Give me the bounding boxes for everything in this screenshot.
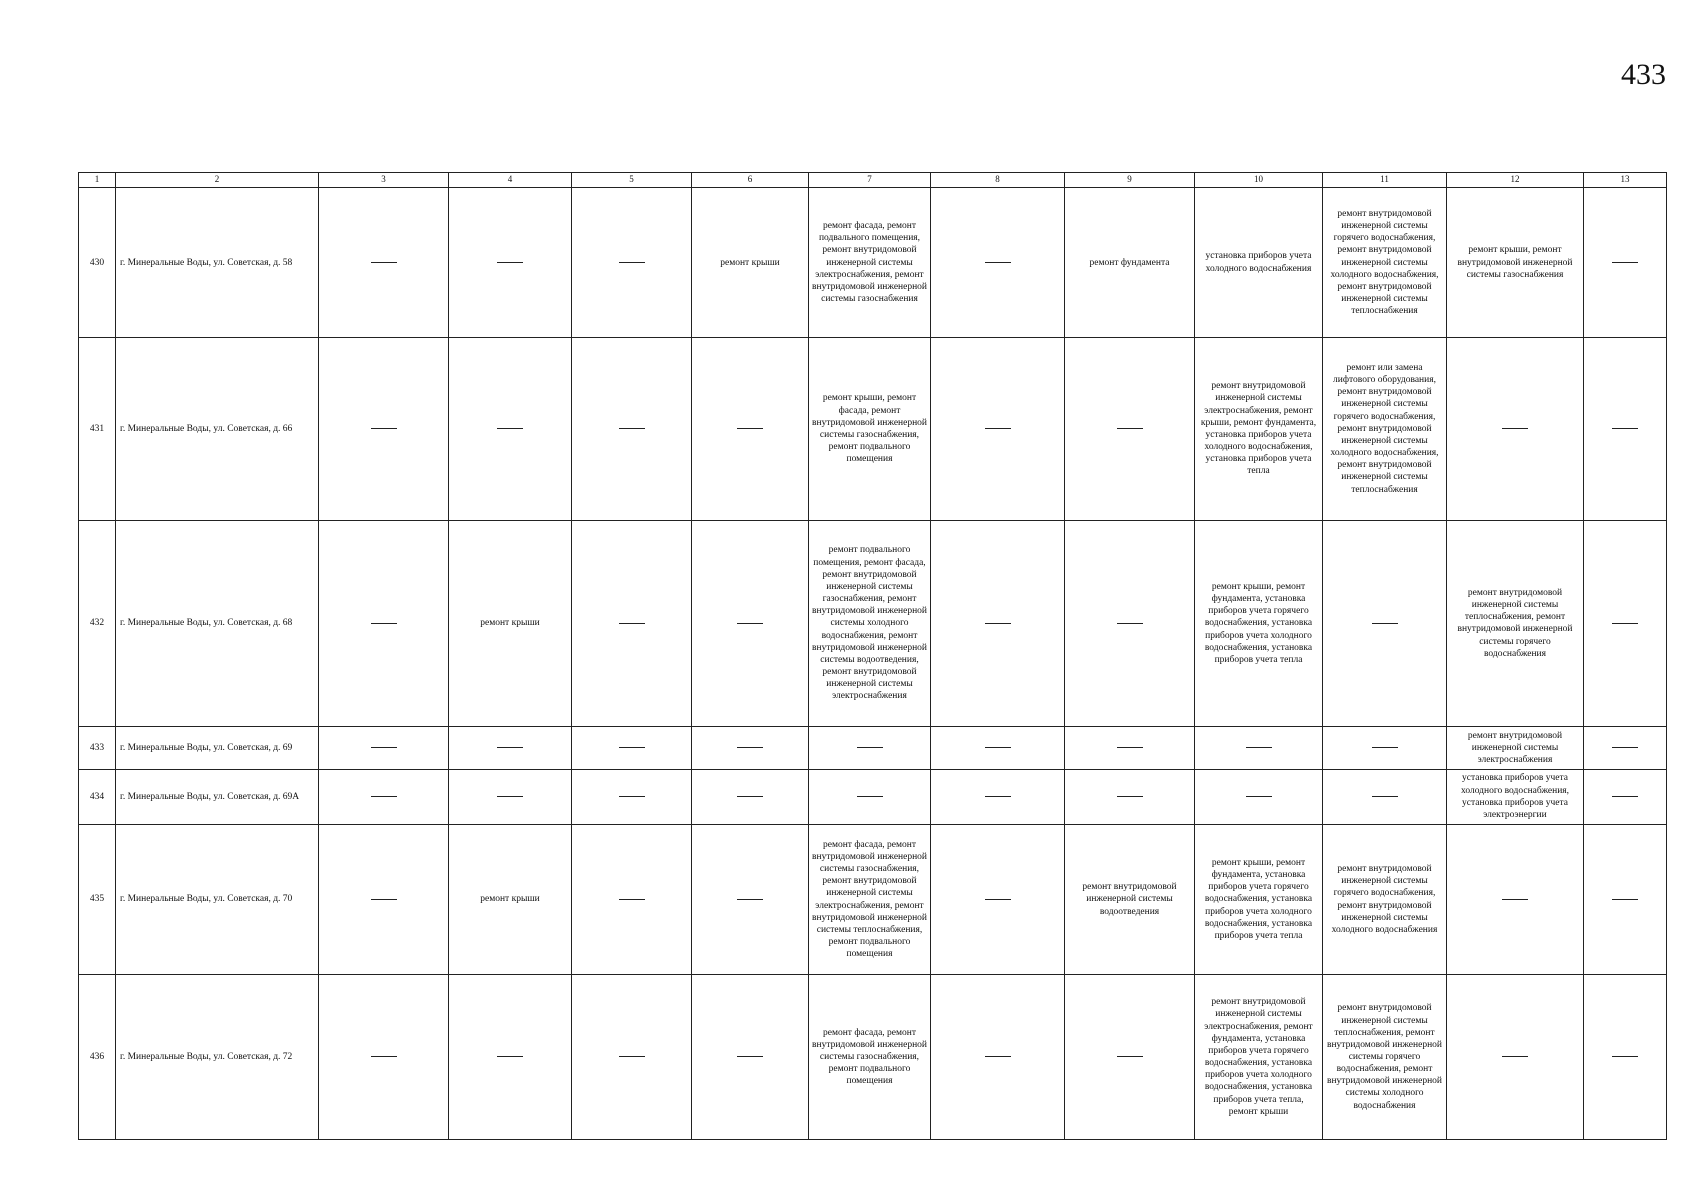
dash-mark: [737, 1056, 763, 1057]
work-type-cell: ремонт внутридомовой инженерной системы водоотведения: [1065, 824, 1195, 974]
empty-dash-cell: [692, 337, 809, 520]
dash-mark: [1612, 623, 1638, 624]
dash-mark: [1117, 1056, 1143, 1057]
empty-dash-cell: [1323, 726, 1447, 769]
column-number: 13: [1584, 173, 1667, 188]
empty-dash-cell: [1584, 726, 1667, 769]
empty-dash-cell: [931, 188, 1065, 337]
empty-dash-cell: [319, 769, 449, 824]
empty-dash-cell: [449, 769, 572, 824]
dash-mark: [737, 428, 763, 429]
column-number: 12: [1447, 173, 1584, 188]
column-number-row: [79, 173, 1667, 188]
empty-dash-cell: [449, 975, 572, 1140]
dash-mark: [497, 262, 523, 263]
work-type-cell: ремонт внутридомовой инженерной системы теплоснабжения, ремонт внутридомовой инженерной системы горячего водоснабжения: [1447, 521, 1584, 727]
empty-dash-cell: [809, 726, 931, 769]
dash-mark: [619, 623, 645, 624]
empty-dash-cell: [1195, 769, 1323, 824]
empty-dash-cell: [931, 769, 1065, 824]
dash-mark: [1612, 747, 1638, 748]
table-body: [79, 173, 1667, 1140]
address-cell: г. Минеральные Воды, ул. Советская, д. 69: [116, 726, 319, 769]
table-row: [79, 975, 1667, 1140]
empty-dash-cell: [572, 521, 692, 727]
dash-mark: [857, 747, 883, 748]
dash-mark: [857, 796, 883, 797]
dash-mark: [1372, 623, 1398, 624]
dash-mark: [371, 899, 397, 900]
empty-dash-cell: [692, 726, 809, 769]
row-number: 430: [79, 188, 116, 337]
work-type-cell: ремонт фасада, ремонт внутридомовой инженерной системы газоснабжения, ремонт подвального помещения: [809, 975, 931, 1140]
row-number: 434: [79, 769, 116, 824]
empty-dash-cell: [931, 337, 1065, 520]
empty-dash-cell: [319, 824, 449, 974]
work-type-cell: ремонт внутридомовой инженерной системы электроснабжения, ремонт крыши, ремонт фундамента, установка приборов учета холодного водоснабжения, установка приборов учета тепла: [1195, 337, 1323, 520]
work-type-cell: ремонт крыши, ремонт внутридомовой инженерной системы газоснабжения: [1447, 188, 1584, 337]
dash-mark: [371, 1056, 397, 1057]
column-number: 1: [79, 173, 116, 188]
dash-mark: [619, 428, 645, 429]
column-number: 8: [931, 173, 1065, 188]
empty-dash-cell: [1584, 769, 1667, 824]
empty-dash-cell: [449, 337, 572, 520]
work-type-cell: ремонт внутридомовой инженерной системы теплоснабжения, ремонт внутридомовой инженерной системы горячего водоснабжения, ремонт внутридомовой инженерной системы холодного водоснабжения: [1323, 975, 1447, 1140]
table-row: [79, 726, 1667, 769]
empty-dash-cell: [1584, 188, 1667, 337]
dash-mark: [1612, 428, 1638, 429]
dash-mark: [1246, 747, 1272, 748]
work-type-cell: ремонт внутридомовой инженерной системы горячего водоснабжения, ремонт внутридомовой инженерной системы холодного водоснабжения: [1323, 824, 1447, 974]
dash-mark: [1117, 747, 1143, 748]
empty-dash-cell: [572, 975, 692, 1140]
table-row: [79, 824, 1667, 974]
dash-mark: [619, 796, 645, 797]
dash-mark: [371, 747, 397, 748]
dash-mark: [985, 262, 1011, 263]
page-number: 433: [1621, 58, 1666, 91]
column-number: 10: [1195, 173, 1323, 188]
work-type-cell: ремонт крыши: [449, 521, 572, 727]
empty-dash-cell: [931, 975, 1065, 1140]
dash-mark: [1372, 747, 1398, 748]
dash-mark: [737, 796, 763, 797]
dash-mark: [497, 747, 523, 748]
empty-dash-cell: [692, 824, 809, 974]
dash-mark: [1372, 796, 1398, 797]
column-number: 4: [449, 173, 572, 188]
empty-dash-cell: [572, 188, 692, 337]
work-type-cell: ремонт внутридомовой инженерной системы электроснабжения: [1447, 726, 1584, 769]
address-cell: г. Минеральные Воды, ул. Советская, д. 68: [116, 521, 319, 727]
empty-dash-cell: [931, 824, 1065, 974]
empty-dash-cell: [931, 521, 1065, 727]
work-type-cell: ремонт крыши, ремонт фундамента, установка приборов учета горячего водоснабжения, установка приборов учета холодного водоснабжения, установка приборов учета тепла: [1195, 521, 1323, 727]
empty-dash-cell: [1195, 726, 1323, 769]
dash-mark: [1117, 428, 1143, 429]
empty-dash-cell: [1584, 337, 1667, 520]
work-type-cell: ремонт крыши, ремонт фундамента, установка приборов учета горячего водоснабжения, установка приборов учета холодного водоснабжения, установка приборов учета тепла: [1195, 824, 1323, 974]
work-type-cell: ремонт или замена лифтового оборудования, ремонт внутридомовой инженерной системы горячего водоснабжения, ремонт внутридомовой инженерной системы холодного водоснабжения, ремонт внутридомовой инженерной системы теплоснабжения: [1323, 337, 1447, 520]
row-number: 433: [79, 726, 116, 769]
empty-dash-cell: [572, 726, 692, 769]
column-number: 11: [1323, 173, 1447, 188]
empty-dash-cell: [319, 521, 449, 727]
table-row: [79, 188, 1667, 337]
dash-mark: [1502, 428, 1528, 429]
repair-schedule-table: [78, 172, 1667, 1140]
dash-mark: [985, 899, 1011, 900]
dash-mark: [1117, 796, 1143, 797]
dash-mark: [1612, 796, 1638, 797]
table-row: [79, 521, 1667, 727]
empty-dash-cell: [692, 521, 809, 727]
work-type-cell: ремонт внутридомовой инженерной системы электроснабжения, ремонт фундамента, установка приборов учета горячего водоснабжения, установка приборов учета холодного водоснабжения, установка приборов учета тепла, ремонт крыши: [1195, 975, 1323, 1140]
work-type-cell: ремонт фасада, ремонт подвального помещения, ремонт внутридомовой инженерной системы электроснабжения, ремонт внутридомовой инженерной системы газоснабжения: [809, 188, 931, 337]
dash-mark: [1612, 899, 1638, 900]
work-type-cell: установка приборов учета холодного водоснабжения, установка приборов учета электроэнергии: [1447, 769, 1584, 824]
empty-dash-cell: [1065, 975, 1195, 1140]
empty-dash-cell: [449, 726, 572, 769]
dash-mark: [985, 623, 1011, 624]
work-type-cell: ремонт внутридомовой инженерной системы горячего водоснабжения, ремонт внутридомовой инженерной системы холодного водоснабжения, ремонт внутридомовой инженерной системы теплоснабжения: [1323, 188, 1447, 337]
empty-dash-cell: [449, 188, 572, 337]
empty-dash-cell: [809, 769, 931, 824]
work-type-cell: ремонт фундамента: [1065, 188, 1195, 337]
dash-mark: [371, 623, 397, 624]
dash-mark: [619, 262, 645, 263]
empty-dash-cell: [1447, 975, 1584, 1140]
empty-dash-cell: [1584, 521, 1667, 727]
empty-dash-cell: [572, 337, 692, 520]
table-row: [79, 769, 1667, 824]
address-cell: г. Минеральные Воды, ул. Советская, д. 58: [116, 188, 319, 337]
address-cell: г. Минеральные Воды, ул. Советская, д. 69А: [116, 769, 319, 824]
row-number: 435: [79, 824, 116, 974]
row-number: 432: [79, 521, 116, 727]
table-row: [79, 337, 1667, 520]
dash-mark: [497, 796, 523, 797]
empty-dash-cell: [931, 726, 1065, 769]
empty-dash-cell: [319, 726, 449, 769]
empty-dash-cell: [1323, 769, 1447, 824]
column-number: 5: [572, 173, 692, 188]
work-type-cell: ремонт крыши: [692, 188, 809, 337]
empty-dash-cell: [1584, 824, 1667, 974]
dash-mark: [985, 428, 1011, 429]
address-cell: г. Минеральные Воды, ул. Советская, д. 70: [116, 824, 319, 974]
work-type-cell: установка приборов учета холодного водоснабжения: [1195, 188, 1323, 337]
empty-dash-cell: [319, 188, 449, 337]
dash-mark: [1502, 899, 1528, 900]
empty-dash-cell: [1065, 726, 1195, 769]
dash-mark: [737, 747, 763, 748]
empty-dash-cell: [319, 337, 449, 520]
row-number: 436: [79, 975, 116, 1140]
empty-dash-cell: [692, 769, 809, 824]
dash-mark: [1117, 623, 1143, 624]
dash-mark: [985, 796, 1011, 797]
work-type-cell: ремонт подвального помещения, ремонт фасада, ремонт внутридомовой инженерной системы газоснабжения, ремонт внутридомовой инженерной системы холодного водоснабжения, ремонт внутридомовой инженерной системы водоотведения, ремонт внутридомовой инженерной системы электроснабжения: [809, 521, 931, 727]
empty-dash-cell: [1584, 975, 1667, 1140]
dash-mark: [985, 747, 1011, 748]
column-number: 3: [319, 173, 449, 188]
empty-dash-cell: [1447, 337, 1584, 520]
empty-dash-cell: [319, 975, 449, 1140]
empty-dash-cell: [1065, 337, 1195, 520]
work-type-cell: ремонт крыши, ремонт фасада, ремонт внутридомовой инженерной системы газоснабжения, ремонт подвального помещения: [809, 337, 931, 520]
address-cell: г. Минеральные Воды, ул. Советская, д. 66: [116, 337, 319, 520]
column-number: 2: [116, 173, 319, 188]
column-number: 7: [809, 173, 931, 188]
work-type-cell: ремонт крыши: [449, 824, 572, 974]
empty-dash-cell: [572, 769, 692, 824]
dash-mark: [497, 428, 523, 429]
dash-mark: [1612, 1056, 1638, 1057]
dash-mark: [619, 1056, 645, 1057]
empty-dash-cell: [1065, 521, 1195, 727]
dash-mark: [619, 747, 645, 748]
empty-dash-cell: [692, 975, 809, 1140]
empty-dash-cell: [1447, 824, 1584, 974]
dash-mark: [497, 1056, 523, 1057]
dash-mark: [371, 796, 397, 797]
empty-dash-cell: [1065, 769, 1195, 824]
dash-mark: [1246, 796, 1272, 797]
empty-dash-cell: [1323, 521, 1447, 727]
dash-mark: [737, 623, 763, 624]
empty-dash-cell: [572, 824, 692, 974]
row-number: 431: [79, 337, 116, 520]
address-cell: г. Минеральные Воды, ул. Советская, д. 72: [116, 975, 319, 1140]
dash-mark: [1502, 1056, 1528, 1057]
dash-mark: [737, 899, 763, 900]
dash-mark: [985, 1056, 1011, 1057]
work-type-cell: ремонт фасада, ремонт внутридомовой инженерной системы газоснабжения, ремонт внутридомовой инженерной системы электроснабжения, ремонт внутридомовой инженерной системы теплоснабжения, ремонт подвального помещения: [809, 824, 931, 974]
dash-mark: [1612, 262, 1638, 263]
column-number: 9: [1065, 173, 1195, 188]
dash-mark: [371, 428, 397, 429]
dash-mark: [619, 899, 645, 900]
dash-mark: [371, 262, 397, 263]
column-number: 6: [692, 173, 809, 188]
